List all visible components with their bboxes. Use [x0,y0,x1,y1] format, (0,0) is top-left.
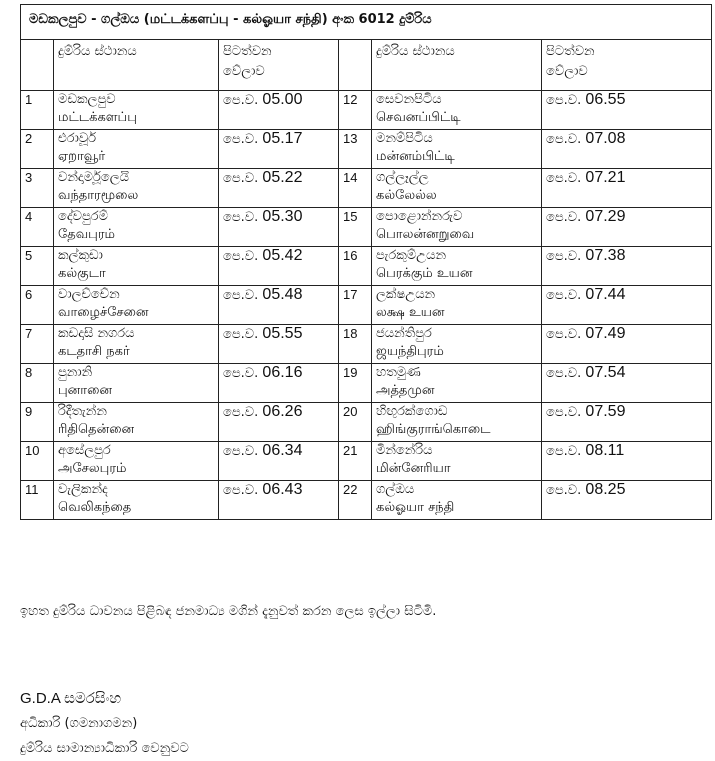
table-row [21,442,712,481]
time-value: 07.59 [585,403,626,420]
station-name [372,91,542,130]
time-value: 06.55 [585,91,626,108]
station-number: 17 [339,286,372,325]
time-prefix: පෙ.ව. [223,171,259,186]
station-number: 12 [339,91,372,130]
station-name-tamil: கல்ஓயா சந்தி [376,500,455,515]
time-prefix: පෙ.ව. [223,132,259,147]
station-name-tamil: மன்னம்பிட்டி [376,149,455,164]
station-name [372,403,542,442]
header-time-right: පිටත්වන වේලාව [542,40,712,91]
station-name-tamil: செவனப்பிட்டி [376,110,461,125]
time-prefix: පෙ.ව. [546,483,582,498]
header-row [21,40,712,91]
time-value: 05.42 [262,247,303,264]
departure-time [542,325,712,364]
time-value: 06.34 [262,442,303,459]
station-name [54,325,219,364]
station-name-tamil: ரிதிதென்னை [58,422,135,437]
station-name-tamil: ஜயந்திபுரம் [376,344,444,359]
time-value: 07.29 [585,208,626,225]
departure-time [542,403,712,442]
time-value: 07.44 [585,286,626,303]
request-note: ඉහත දුම්රිය ධාවනය පිළිබඳ ජනමාධ්‍ය මගින් දැනුවත් කරන ලෙස ඉල්ලා සිටිමි. [20,604,437,619]
station-name-tamil: பெரக்கும் உயன [376,266,473,281]
station-name-sinhala: සෙවනපිටිය [376,92,442,107]
station-number: 11 [21,481,54,520]
departure-time [219,403,339,442]
station-name-tamil: லக்ஷ உயன [376,305,445,320]
departure-time [219,325,339,364]
station-name-sinhala: මින්නේරිය [376,443,433,458]
table-row [21,364,712,403]
station-name [372,325,542,364]
station-name [54,481,219,520]
table-row [21,481,712,520]
station-number: 6 [21,286,54,325]
timetable-title: මඩකලපුව - ගල්ඔය (மட்டக்களப்பு - கல்ஓயா சந்தி) අංක 6012 දුම්රිය [21,5,712,40]
station-number: 9 [21,403,54,442]
departure-time [542,442,712,481]
station-number: 18 [339,325,372,364]
departure-time [219,247,339,286]
time-value: 05.48 [262,286,303,303]
station-name-sinhala: ජයන්තිපුර [376,326,432,341]
departure-time [542,169,712,208]
time-prefix: පෙ.ව. [223,93,259,108]
time-prefix: පෙ.ව. [546,405,582,420]
station-name [54,169,219,208]
time-prefix: පෙ.ව. [546,444,582,459]
time-prefix: පෙ.ව. [223,483,259,498]
time-value: 05.55 [262,325,303,342]
station-name-sinhala: ගල්ලෑල්ල [376,170,429,185]
station-name-tamil: வந்தாரமூலை [58,188,139,203]
station-number: 5 [21,247,54,286]
station-number: 20 [339,403,372,442]
signatory-name: G.D.A සමරසිංහ [20,690,122,707]
departure-time [219,286,339,325]
station-name [54,403,219,442]
station-name-tamil: ஏறாவூர் [58,149,106,164]
departure-time [542,247,712,286]
station-name-sinhala: මනම්පිටිය [376,131,433,146]
station-name-tamil: ஹிங்குராங்கொடை [376,422,491,437]
table-row [21,208,712,247]
header-no-right [339,40,372,91]
station-name-sinhala: එරාවූර් [58,131,97,146]
table-row [21,403,712,442]
header-station-right: දුම්රිය ස්ථානය [372,40,542,91]
station-number: 7 [21,325,54,364]
table-row [21,91,712,130]
time-value: 07.38 [585,247,626,264]
time-prefix: පෙ.ව. [223,249,259,264]
time-prefix: පෙ.ව. [223,288,259,303]
station-name-sinhala: වැලිකන්ද [58,482,108,497]
departure-time [542,130,712,169]
signatory-title: අධිකාරි (ගමනාගමන) [20,716,138,731]
station-name [54,247,219,286]
station-name-sinhala: කල්කුඩා [58,248,103,263]
station-number: 21 [339,442,372,481]
time-prefix: පෙ.ව. [546,249,582,264]
station-name-tamil: மின்னேரியா [376,461,451,476]
time-prefix: පෙ.ව. [546,171,582,186]
station-name-sinhala: පැරකුම්උයන [376,248,447,263]
time-prefix: පෙ.ව. [546,93,582,108]
station-name [54,208,219,247]
time-value: 06.26 [262,403,303,420]
departure-time [542,481,712,520]
station-name [372,364,542,403]
departure-time [219,130,339,169]
station-name-tamil: கல்குடா [58,266,106,281]
departure-time [219,169,339,208]
station-name-sinhala: හතමුණ [376,365,421,380]
signature-block [20,686,189,761]
time-prefix: පෙ.ව. [223,366,259,381]
header-time-left: පිටත්වන වේලාව [219,40,339,91]
station-number: 3 [21,169,54,208]
station-name [372,442,542,481]
station-name-tamil: புனானை [58,383,112,398]
departure-time [219,91,339,130]
station-name-sinhala: දේවපුරම් [58,209,108,224]
table-row [21,325,712,364]
station-number: 22 [339,481,372,520]
time-prefix: පෙ.ව. [546,327,582,342]
time-prefix: පෙ.ව. [223,327,259,342]
station-name [54,364,219,403]
station-number: 15 [339,208,372,247]
station-name [372,481,542,520]
station-name [372,247,542,286]
station-name [54,130,219,169]
station-name-tamil: வெலிகந்தை [58,500,132,515]
table-row [21,286,712,325]
time-prefix: පෙ.ව. [546,366,582,381]
time-value: 07.49 [585,325,626,342]
time-value: 07.21 [585,169,626,186]
station-number: 4 [21,208,54,247]
station-number: 19 [339,364,372,403]
time-prefix: පෙ.ව. [223,210,259,225]
station-name [372,286,542,325]
table-row [21,247,712,286]
departure-time [542,364,712,403]
time-value: 06.43 [262,481,303,498]
time-prefix: පෙ.ව. [223,444,259,459]
departure-time [542,91,712,130]
station-number: 13 [339,130,372,169]
departure-time [219,481,339,520]
departure-time [219,208,339,247]
time-value: 07.08 [585,130,626,147]
station-name-sinhala: කඩදාසි නගරය [58,326,135,341]
table-row [21,130,712,169]
time-value: 07.54 [585,364,626,381]
station-name-tamil: மட்டக்களப்பு [58,110,137,125]
time-value: 08.11 [585,442,625,459]
time-value: 05.30 [262,208,303,225]
station-number: 8 [21,364,54,403]
departure-time [542,208,712,247]
station-name [54,442,219,481]
time-prefix: පෙ.ව. [546,132,582,147]
station-name-tamil: பொலன்னறுவை [376,227,475,242]
station-name-tamil: அத்தமுன [376,383,435,398]
station-number: 16 [339,247,372,286]
station-name-sinhala: පුනානි [58,365,93,380]
signatory-department: දුම්රිය සාමාන්‍යාධිකාරි වෙනුවට [20,741,189,756]
departure-time [219,364,339,403]
station-name [372,208,542,247]
time-value: 06.16 [262,364,303,381]
time-value: 05.22 [262,169,303,186]
time-value: 05.17 [262,130,303,147]
station-name-tamil: அசேலபுரம் [58,461,127,476]
station-name [372,169,542,208]
station-name-tamil: கல்லேல்ல [376,188,437,203]
station-name-tamil: வாழைச்சேனை [58,305,149,320]
station-name [54,91,219,130]
station-number: 2 [21,130,54,169]
station-number: 14 [339,169,372,208]
time-prefix: පෙ.ව. [546,288,582,303]
station-name-sinhala: පොළොන්නරුව [376,209,463,224]
station-name-tamil: தேவபுரம் [58,227,115,242]
timetable [20,4,712,520]
station-number: 10 [21,442,54,481]
time-value: 05.00 [262,91,303,108]
station-name-sinhala: රිදීතැන්න [58,404,107,419]
station-name [54,286,219,325]
time-value: 08.25 [585,481,626,498]
station-name-sinhala: ලක්ෂඋයන [376,287,436,302]
departure-time [219,442,339,481]
station-name-sinhala: ගල්ඔය [376,482,415,497]
time-prefix: පෙ.ව. [546,210,582,225]
station-name-sinhala: අසේලපුර [58,443,111,458]
station-name-sinhala: වාලච්චේන [58,287,120,302]
table-row [21,169,712,208]
departure-time [542,286,712,325]
station-name-tamil: கடதாசி நகர் [58,344,130,359]
station-number: 1 [21,91,54,130]
station-name-sinhala: හිඟුරක්ගොඩ [376,404,448,419]
station-name-sinhala: මඩකලපුව [58,92,116,107]
header-station-left: දුම්රිය ස්ථානය [54,40,219,91]
station-name [372,130,542,169]
time-prefix: පෙ.ව. [223,405,259,420]
header-no-left [21,40,54,91]
station-name-sinhala: වන්දාර්මූලෙයි [58,170,129,185]
